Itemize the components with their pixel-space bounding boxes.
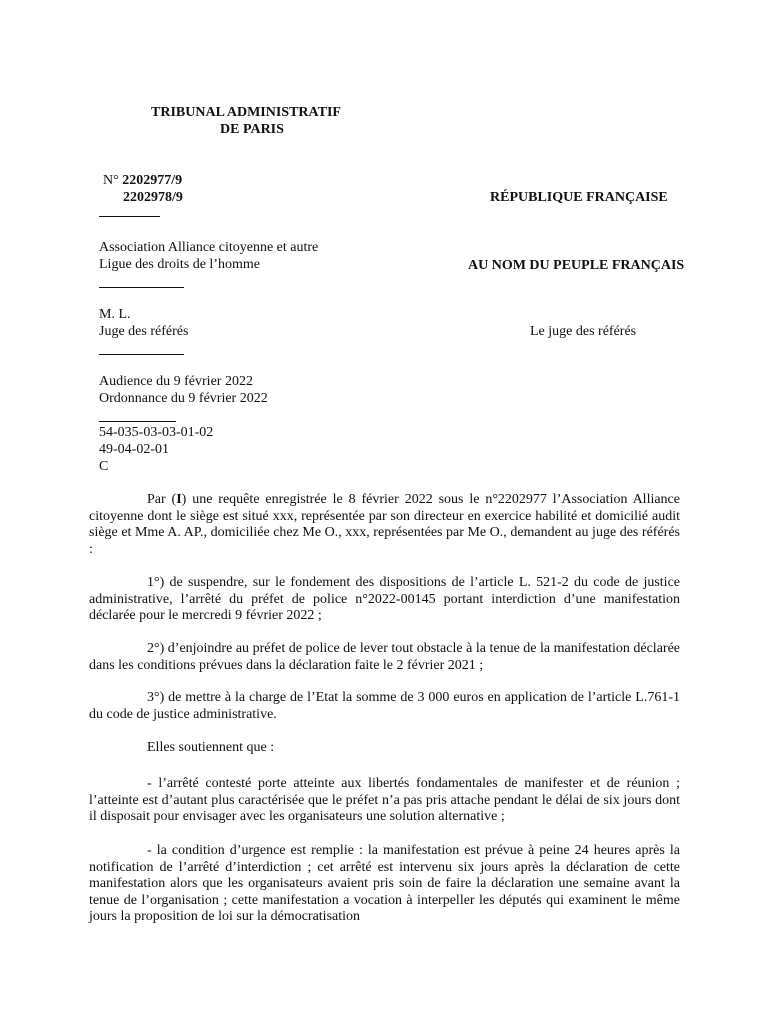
court-name-line1: TRIBUNAL ADMINISTRATIF: [151, 105, 341, 120]
code-1: 54-035-03-03-01-02: [99, 425, 214, 440]
body-para-5: [89, 776, 680, 826]
order-date: Ordonnance du 9 février 2022: [99, 391, 268, 406]
in-name-of-heading: AU NOM DU PEUPLE FRANÇAIS: [468, 258, 685, 273]
divider-3: [99, 354, 184, 355]
para-0-after: ) une requête enregistrée le 8 février 2022 sous le n°2202977 l’Association Alliance citoyenne dont le siège est situé xxx, représentée par son directeur en exercice habilité et domicilié audit siège et Mme A. AP., domiciliée chez Me O., xxx, représentées par Me O., demandent au juge des référés :: [89, 492, 680, 557]
body-para-4: [89, 740, 680, 757]
case-number-prefix: N°: [103, 173, 119, 188]
para-0-bold: I: [176, 492, 182, 507]
divider-4: [99, 421, 176, 422]
body-para-1: [89, 575, 680, 625]
paragraph-arguments-intro: Elles soutiennent que :: [147, 740, 275, 755]
case-number-2: 2202978/9: [123, 190, 183, 205]
hearing-date: Audience du 9 février 2022: [99, 374, 253, 389]
republic-heading: RÉPUBLIQUE FRANÇAISE: [490, 190, 668, 205]
judge-initials: M. L.: [99, 307, 131, 322]
body-para-3: [89, 690, 680, 723]
judge-role: Juge des référés: [99, 324, 189, 339]
paragraph-claim-1: 1°) de suspendre, sur le fondement des dispositions de l’article L. 521-2 du code de justice administrative, l’arrêté du préfet de police n°2022-00145 portant interdiction d’une manifestation déclarée pour le mercredi 9 février 2022 ;: [89, 575, 680, 623]
paragraph-argument-2: - la condition d’urgence est remplie : la manifestation est prévue à peine 24 heures après la notification de l’arrêté d’interdiction ; cet arrêté est intervenu six jours après la déclaration de cette manifestation alors que les organisateurs avaient pris soin de faire la déclaration une semaine avant la tenue de l’organisation ; cette manifestation a vocation à interpeller les députés qui examinent le même jours la proposition de loi sur la démocratisation: [89, 843, 680, 924]
paragraph-argument-1: - l’arrêté contesté porte atteinte aux libertés fondamentales de manifester et de réunion ; l’atteinte est d’autant plus caractérisée que le préfet n’a pas pris attache pendant le délai de six jours dont il disposait pour envisager avec les organisateurs une solution alternative ;: [89, 776, 680, 824]
body-para-6: [89, 843, 680, 926]
case-number-1: 2202977/9: [122, 173, 183, 188]
code-2: 49-04-02-01: [99, 442, 169, 457]
divider-1: [99, 216, 160, 217]
divider-2: [99, 287, 184, 288]
paragraph-claim-3: 3°) de mettre à la charge de l’Etat la somme de 3 000 euros en application de l’article L.761-1 du code de justice administrative.: [89, 690, 680, 722]
code-3: C: [99, 459, 109, 474]
party-line2: Ligue des droits de l’homme: [99, 257, 260, 272]
court-name-line2: DE PARIS: [220, 122, 284, 137]
judge-right-label: Le juge des référés: [530, 324, 637, 339]
paragraph-request: [89, 492, 680, 558]
party-line1: Association Alliance citoyenne et autre: [99, 240, 319, 255]
body-para-0: [89, 492, 680, 558]
case-number-line1: [103, 172, 182, 189]
para-0-before: Par (: [147, 492, 177, 507]
body-para-2: [89, 641, 680, 674]
paragraph-claim-2: 2°) d’enjoindre au préfet de police de lever tout obstacle à la tenue de la manifestation déclarée dans les conditions prévues dans la déclaration faite le 2 février 2021 ;: [89, 641, 680, 673]
